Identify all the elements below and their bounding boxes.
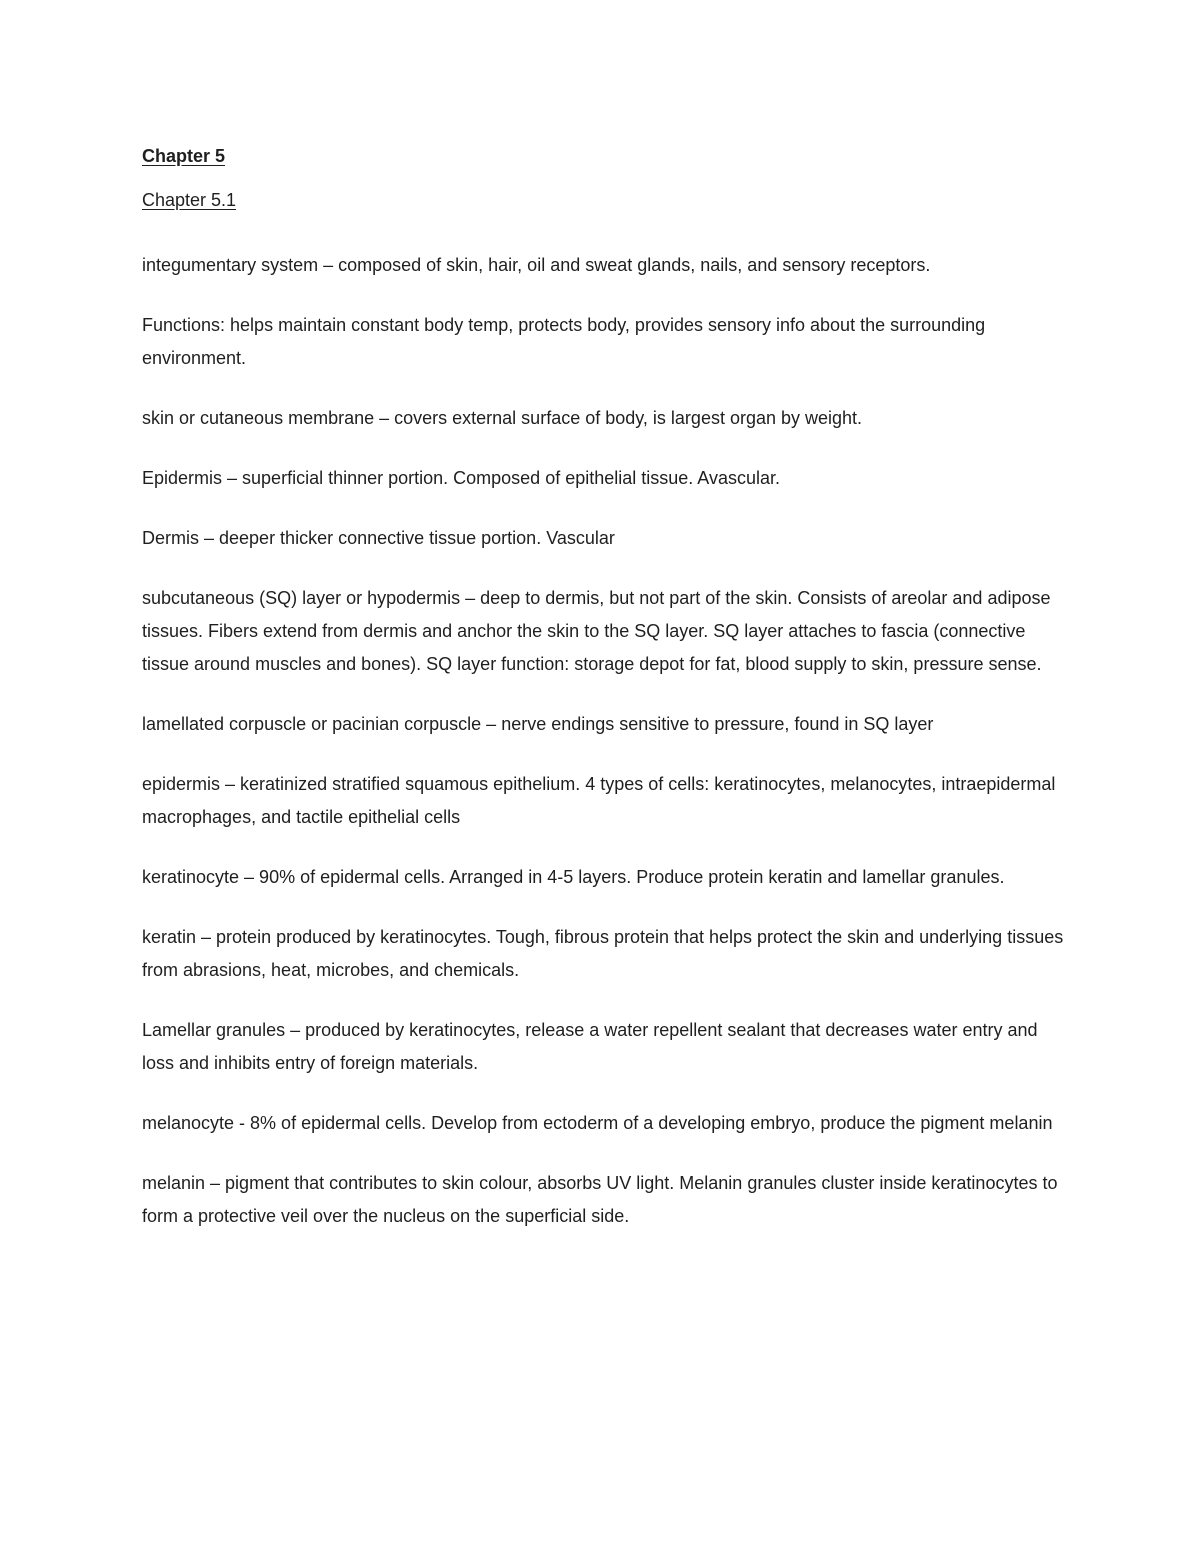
paragraph-lamellar-granules: Lamellar granules – produced by keratinocytes, release a water repellent sealant that decreases water entry and loss and inhibits entry of foreign materials. xyxy=(142,1020,1038,1073)
paragraph-keratinocyte: keratinocyte – 90% of epidermal cells. Arranged in 4-5 layers. Produce protein keratin and lamellar granules. xyxy=(142,867,1005,887)
document-body xyxy=(142,143,1067,1260)
paragraph-subcutaneous-layer: subcutaneous (SQ) layer or hypodermis – deep to dermis, but not part of the skin. Consists of areolar and adipose tissues. Fibers extend from dermis and anchor the skin to the SQ layer. SQ layer attaches to fascia (connective tissue around muscles and bones). SQ layer function: storage depot for fat, blood supply to skin, pressure sense. xyxy=(142,588,1051,674)
chapter-heading: Chapter 5 xyxy=(142,146,226,166)
paragraph-melanin: melanin – pigment that contributes to skin colour, absorbs UV light. Melanin granules cluster inside keratinocytes to form a protective veil over the nucleus on the superficial side. xyxy=(142,1173,1058,1226)
paragraph-epidermis-cells: epidermis – keratinized stratified squamous epithelium. 4 types of cells: keratinocytes, melanocytes, intraepidermal macrophages, and tactile epithelial cells xyxy=(142,774,1056,827)
paragraph-dermis: Dermis – deeper thicker connective tissue portion. Vascular xyxy=(142,528,615,548)
section-heading: Chapter 5.1 xyxy=(142,190,237,210)
paragraph-skin: skin or cutaneous membrane – covers external surface of body, is largest organ by weight. xyxy=(142,408,863,428)
paragraph-integumentary-system: integumentary system – composed of skin, hair, oil and sweat glands, nails, and sensory receptors. xyxy=(142,255,931,275)
paragraph-keratin: keratin – protein produced by keratinocytes. Tough, fibrous protein that helps protect the skin and underlying tissues from abrasions, heat, microbes, and chemicals. xyxy=(142,927,1064,980)
paragraph-epidermis: Epidermis – superficial thinner portion. Composed of epithelial tissue. Avascular. xyxy=(142,468,781,488)
paragraph-melanocyte: melanocyte - 8% of epidermal cells. Develop from ectoderm of a developing embryo, produce the pigment melanin xyxy=(142,1113,1053,1133)
paragraph-functions: Functions: helps maintain constant body temp, protects body, provides sensory info about the surrounding environment. xyxy=(142,315,986,368)
paragraph-lamellated-corpuscle: lamellated corpuscle or pacinian corpuscle – nerve endings sensitive to pressure, found in SQ layer xyxy=(142,714,934,734)
